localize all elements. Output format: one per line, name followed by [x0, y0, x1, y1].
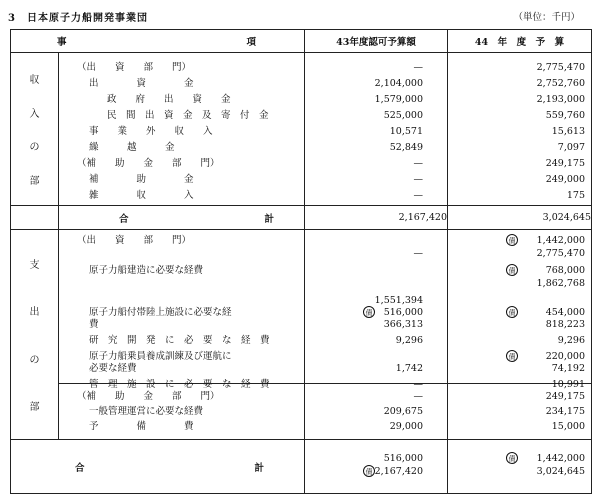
- income-row-item: 雑 収 入: [89, 190, 194, 201]
- income-row-item: 出 資 金: [89, 78, 194, 89]
- income-row-item: 事 業 外 収 入: [89, 126, 213, 137]
- expense-line-col2: 2,775,470: [536, 248, 585, 259]
- income-total-row: [11, 206, 592, 230]
- expense-line-col1: —: [413, 391, 423, 402]
- income-row-col1: —: [413, 62, 423, 73]
- expense-line-col1: 9,296: [395, 335, 423, 346]
- expense-line-col1: 516,000: [383, 307, 423, 318]
- income-total-col1: 2,167,420: [305, 206, 448, 230]
- col1-header: 43年度認可予算額: [305, 30, 448, 53]
- grand-total-col2-line1: 1,442,000: [536, 453, 585, 464]
- expense-section-label: [11, 230, 59, 440]
- income-row-col1: 10,571: [389, 126, 423, 137]
- expense-col2-b: [448, 384, 592, 440]
- expense-line-col2: 15,000: [551, 421, 585, 432]
- debt-mark-icon: 債: [363, 306, 375, 318]
- expense-line-col2: 220,000: [545, 351, 585, 362]
- expense-char: の: [29, 354, 40, 366]
- grand-total-row: [11, 440, 592, 494]
- expense-line-col1: —: [413, 379, 423, 390]
- expense-line-item: 予 備 費: [89, 421, 194, 432]
- header-row: [11, 30, 592, 53]
- expense-line-item: 費: [89, 319, 99, 330]
- expense-char: 支: [29, 259, 40, 271]
- income-row-col2: 2,752,760: [536, 78, 585, 89]
- expense-line-item: （補 助 金 部 門）: [77, 391, 220, 402]
- income-total-left: 合: [119, 213, 129, 225]
- income-row-col2: 2,193,000: [536, 94, 585, 105]
- grand-total-right: 計: [254, 462, 264, 474]
- item-header-right: 項: [246, 37, 256, 48]
- income-total-right: 計: [264, 213, 274, 225]
- income-row-item: 政 府 出 資 金: [107, 94, 231, 105]
- income-row-col2: 175: [566, 190, 585, 201]
- income-row-col1: 525,000: [383, 110, 423, 121]
- grand-total-col1-line2: 2,167,420: [374, 466, 423, 477]
- income-row-item: 補 助 金: [89, 174, 194, 185]
- income-row-item: 繰 越 金: [89, 142, 175, 153]
- unit-label: （単位：千円）: [513, 12, 580, 23]
- income-total-label: [59, 206, 305, 230]
- item-header-left: 事: [57, 37, 67, 48]
- expense-line-item: （出 資 部 門）: [77, 235, 192, 246]
- expense-col2-a: [448, 230, 592, 390]
- expense-section-b: [11, 384, 592, 440]
- income-row-item: 民 間 出 資 金 及 寄 付 金: [107, 110, 269, 121]
- expense-line-col2: 768,000: [545, 265, 585, 276]
- income-items: [59, 53, 305, 206]
- income-row-col1: —: [413, 158, 423, 169]
- grand-total-col2-line2: 3,024,645: [536, 466, 585, 477]
- expense-line-col1: 366,313: [383, 319, 423, 330]
- income-section: [11, 53, 592, 206]
- expense-line-col1: —: [413, 248, 423, 259]
- expense-line-col2: 818,223: [545, 319, 585, 330]
- debt-mark-icon: 債: [506, 234, 518, 246]
- income-col2: [448, 53, 592, 206]
- grand-total-col1-line1: 516,000: [383, 453, 423, 464]
- expense-line-col1: 209,675: [383, 406, 423, 417]
- income-row-col1: 2,104,000: [374, 78, 423, 89]
- expense-line-col2: 1,862,768: [536, 278, 585, 289]
- debt-mark-icon: 債: [506, 264, 518, 276]
- budget-table: [10, 29, 592, 494]
- expense-line-item: 管 理 施 設 に 必 要 な 経 費: [89, 379, 270, 390]
- income-row-col1: 52,849: [389, 142, 423, 153]
- income-row-col1: —: [413, 190, 423, 201]
- expense-line-col2: 74,192: [551, 363, 585, 374]
- col2-header: 44 年 度 予 算: [448, 30, 592, 53]
- income-char: 入: [29, 108, 40, 120]
- expense-line-col1: 29,000: [389, 421, 423, 432]
- expense-line-item: 一般管理運営に必要な経費: [89, 406, 204, 417]
- expense-section-a: [11, 230, 592, 384]
- grand-total-label: [11, 440, 305, 494]
- grand-total-col1: [305, 440, 448, 494]
- expense-char: 部: [29, 402, 40, 414]
- income-row-item: （補 助 金 部 門）: [77, 158, 220, 169]
- expense-col1-a: [305, 230, 448, 390]
- expense-line-col2: 249,175: [545, 391, 585, 402]
- income-char: 収: [29, 74, 40, 86]
- expense-line-item: 原子力船乗員養成訓練及び運航に: [89, 351, 232, 362]
- income-row-col2: 7,097: [557, 142, 585, 153]
- debt-mark-icon: 債: [363, 465, 375, 477]
- expense-line-col1: 1,551,394: [374, 295, 423, 306]
- expense-items-b: [59, 384, 305, 440]
- income-total-col2: 3,024,645: [448, 206, 592, 230]
- document-title: 3 日本原子力船開発事業団: [8, 13, 148, 24]
- expense-line-item: 研 究 開 発 に 必 要 な 経 費: [89, 335, 270, 346]
- expense-line-col2: 9,296: [557, 335, 585, 346]
- expense-line-item: 原子力船建造に必要な経費: [89, 265, 204, 276]
- income-row-col2: 2,775,470: [536, 62, 585, 73]
- income-row-col1: 1,579,000: [374, 94, 423, 105]
- grand-total-left: 合: [75, 462, 85, 474]
- income-row-item: （出 資 部 門）: [77, 62, 192, 73]
- debt-mark-icon: 債: [506, 306, 518, 318]
- expense-line-item: 必要な経費: [89, 363, 137, 374]
- income-row-col2: 249,000: [545, 174, 585, 185]
- expense-line-col2: 234,175: [545, 406, 585, 417]
- debt-mark-icon: 債: [506, 452, 518, 464]
- income-section-label: [11, 53, 59, 206]
- expense-line-col2: 10,991: [551, 379, 585, 390]
- grand-total-col2: [448, 440, 592, 494]
- income-row-col2: 15,613: [551, 126, 585, 137]
- expense-col1-b: [305, 384, 448, 440]
- expense-line-col1: 1,742: [395, 363, 423, 374]
- expense-items-a: [59, 230, 305, 390]
- item-header: [11, 30, 305, 53]
- income-row-col2: 559,760: [545, 110, 585, 121]
- income-char: 部: [29, 176, 40, 188]
- debt-mark-icon: 債: [506, 350, 518, 362]
- income-col1: [305, 53, 448, 206]
- income-row-col1: —: [413, 174, 423, 185]
- income-char: の: [29, 142, 40, 154]
- expense-line-col2: 454,000: [545, 307, 585, 318]
- expense-char: 出: [29, 307, 40, 319]
- income-row-col2: 249,175: [545, 158, 585, 169]
- expense-line-item: 原子力船付帯陸上施設に必要な経: [89, 307, 232, 318]
- expense-line-col2: 1,442,000: [536, 235, 585, 246]
